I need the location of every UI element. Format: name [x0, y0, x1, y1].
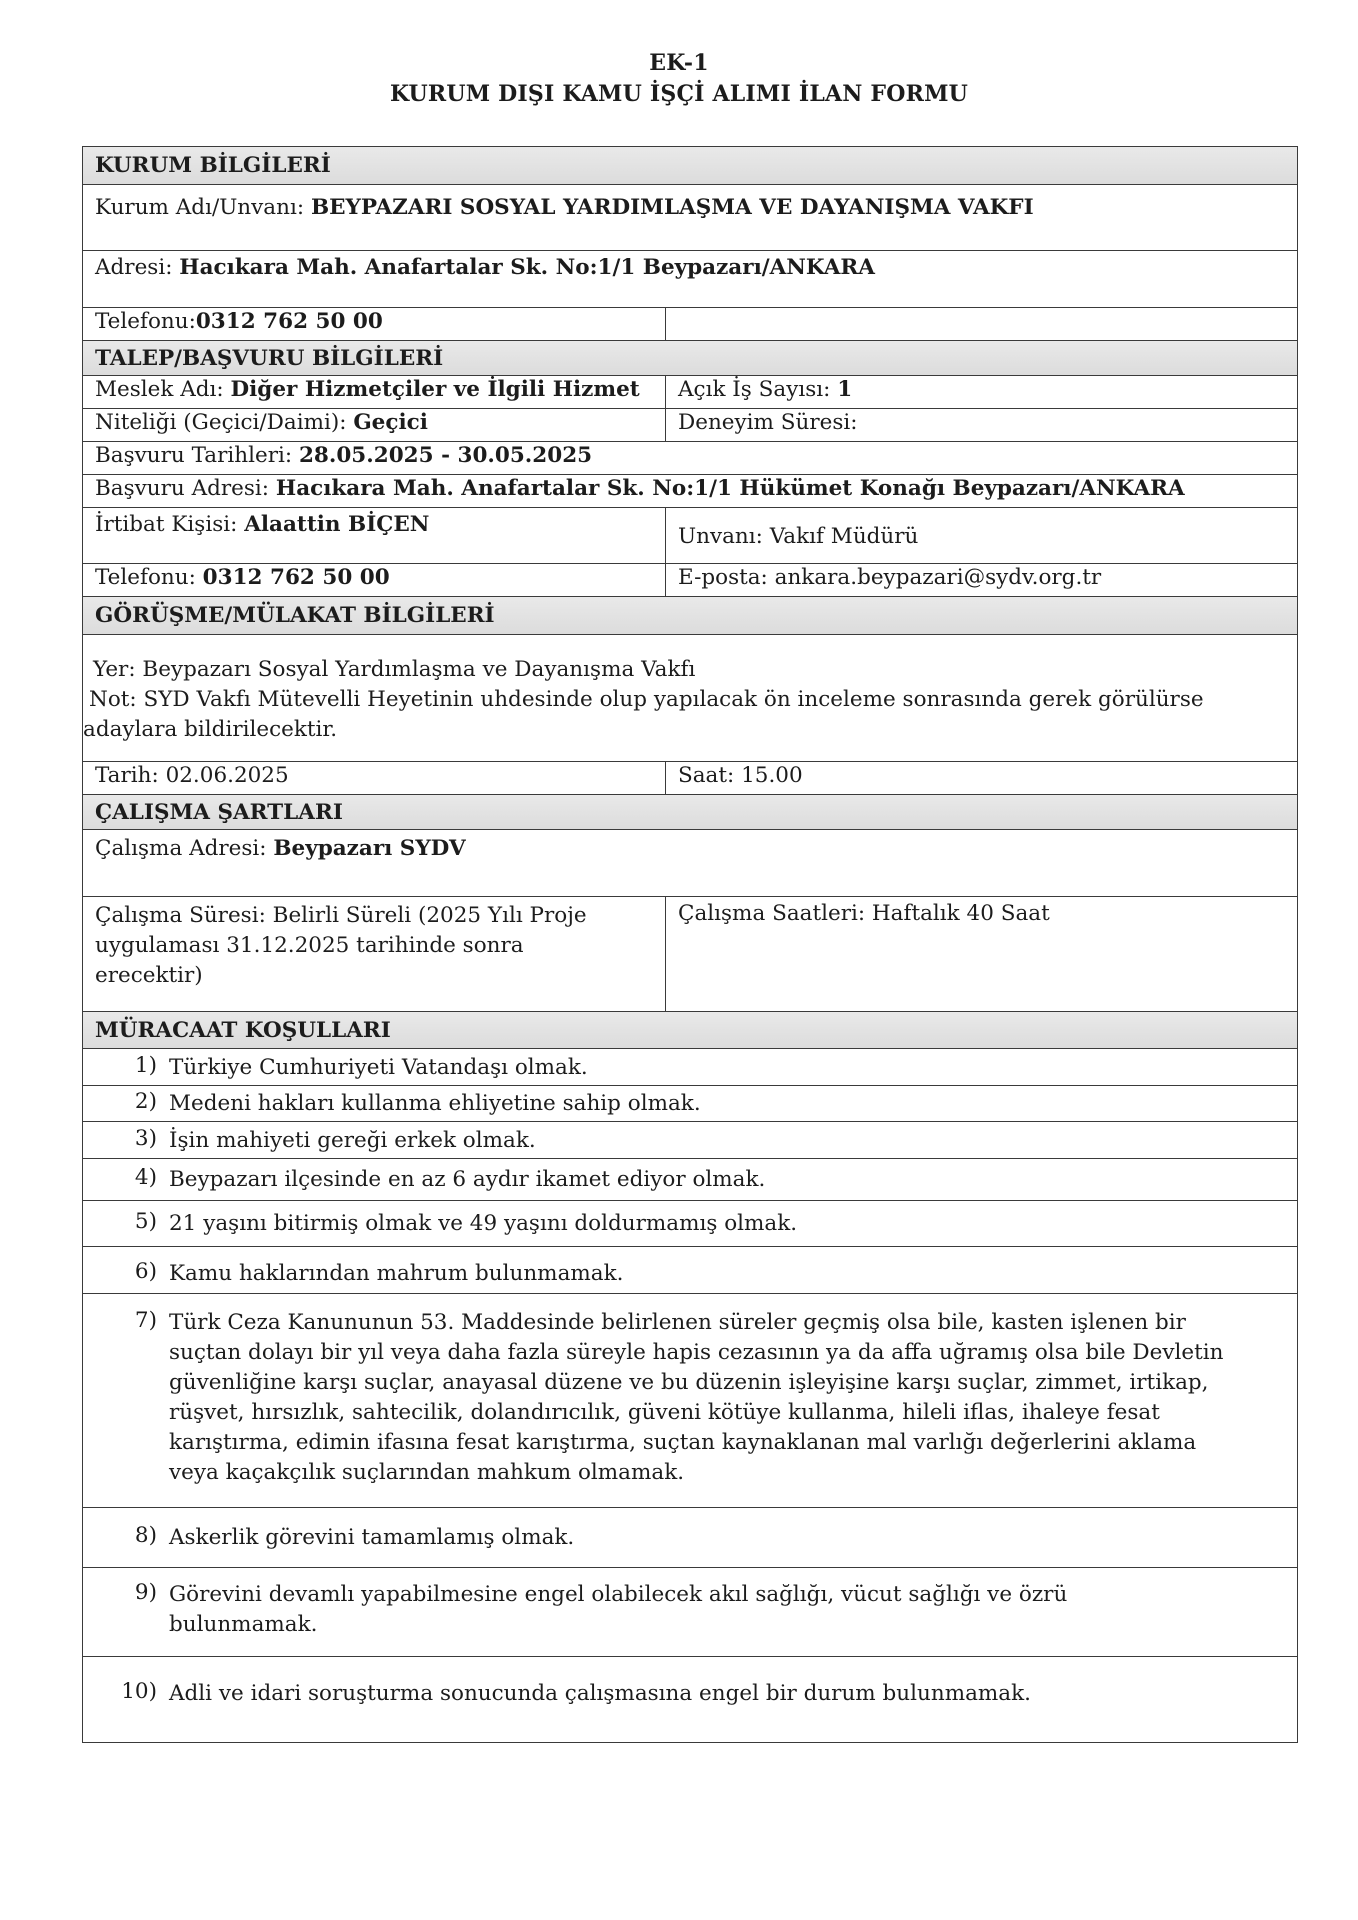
condition-text: Adli ve idari soruşturma sonucunda çalışmasına engel bir durum bulunmamak. — [169, 1681, 1031, 1706]
condition-item — [83, 1122, 1297, 1159]
work-duration-cont: erecektir) — [95, 963, 203, 988]
field-label: Adresi: — [95, 255, 180, 280]
field-label: Başvuru Adresi: — [95, 476, 276, 501]
condition-text: 21 yaşını bitirmiş olmak ve 49 yaşını doldurmamış olmak. — [169, 1211, 798, 1236]
condition-text: İşin mahiyeti gereği erkek olmak. — [169, 1128, 536, 1153]
condition-number: 5) — [134, 1209, 157, 1234]
condition-text: Askerlik görevini tamamlamış olmak. — [169, 1525, 575, 1550]
section-title: GÖRÜŞME/MÜLAKAT BİLGİLERİ — [95, 603, 495, 628]
telefon-eposta-row — [83, 564, 1297, 597]
institution-phone: 0312 762 50 00 — [195, 309, 383, 334]
document-header — [0, 48, 1358, 110]
section-gorusme — [83, 597, 1297, 635]
condition-line: veya kaçakçılık suçlarından mahkum olmamak. — [169, 1460, 685, 1485]
field-label: Meslek Adı: — [95, 377, 231, 402]
section-calisma — [83, 795, 1297, 830]
condition-item — [83, 1294, 1297, 1508]
condition-text — [169, 1580, 1067, 1640]
irtibat-row — [83, 508, 1297, 564]
condition-item — [83, 1049, 1297, 1086]
section-title: ÇALIŞMA ŞARTLARI — [95, 799, 343, 825]
section-title: TALEP/BAŞVURU BİLGİLERİ — [95, 345, 444, 371]
condition-text — [169, 1308, 1224, 1488]
gorusme-tarih-row — [83, 762, 1297, 795]
basvuru-tarih-row — [83, 442, 1297, 475]
interview-date: Tarih: 02.06.2025 — [95, 763, 289, 788]
condition-number: 8) — [134, 1523, 157, 1548]
work-duration-cont: uygulaması 31.12.2025 tarihinde sonra — [95, 933, 524, 958]
field-label: Niteliği (Geçici/Daimi): — [95, 410, 354, 435]
condition-item — [83, 1159, 1297, 1201]
field-label: Telefonu: — [95, 309, 196, 334]
form-title: KURUM DIŞI KAMU İŞÇİ ALIMI İLAN FORMU — [389, 81, 969, 107]
kurum-phone-row — [83, 308, 1297, 341]
calisma-sure-row — [83, 897, 1297, 1012]
condition-line: rüşvet, hırsızlık, sahtecilik, dolandırıcılık, güveni kötüye kullanma, hileli iflas, ihaleye fesat — [169, 1400, 1160, 1425]
contact-title: Unvanı: Vakıf Müdürü — [678, 524, 919, 549]
section-title: KURUM BİLGİLERİ — [95, 153, 331, 178]
field-label: Çalışma Adresi: — [95, 836, 274, 861]
kurum-name-row — [83, 185, 1297, 251]
condition-line: güvenliğine karşı suçlar, anayasal düzene ve bu düzenin işleyişine karşı suçlar, zimmet, irtikap, — [169, 1370, 1209, 1395]
condition-item — [83, 1657, 1297, 1742]
condition-number: 7) — [134, 1308, 157, 1333]
work-duration: Çalışma Süresi: Belirli Süreli (2025 Yılı Proje — [95, 903, 587, 928]
condition-text: Beypazarı ilçesinde en az 6 aydır ikamet ediyor olmak. — [169, 1167, 766, 1192]
section-title: MÜRACAAT KOŞULLARI — [95, 1017, 391, 1043]
announcement-form — [82, 146, 1298, 1743]
section-kurum — [83, 147, 1297, 185]
interview-note-cont: adaylara bildirilecektir. — [83, 717, 338, 742]
condition-number: 4) — [134, 1165, 157, 1190]
interview-time: Saat: 15.00 — [678, 763, 803, 788]
condition-line: suçtan dolayı bir yıl veya daha fazla süreyle hapis cezasının ya da affa uğramış olsa bile Devletin — [169, 1340, 1224, 1365]
institution-name: BEYPAZARI SOSYAL YARDIMLAŞMA VE DAYANIŞMA VAKFI — [310, 195, 1034, 220]
field-label: Kurum Adı/Unvanı: — [95, 195, 311, 220]
contact-phone: 0312 762 50 00 — [202, 565, 390, 590]
condition-number: 2) — [134, 1089, 157, 1114]
occupation-name: Diğer Hizmetçiler ve İlgili Hizmet — [230, 377, 640, 402]
annex-label: EK-1 — [649, 50, 709, 76]
field-label: Açık İş Sayısı: — [678, 377, 838, 402]
condition-text: Türkiye Cumhuriyeti Vatandaşı olmak. — [169, 1055, 588, 1080]
open-positions-count: 1 — [837, 377, 853, 402]
condition-item — [83, 1201, 1297, 1247]
condition-text: Kamu haklarından mahrum bulunmamak. — [169, 1261, 624, 1286]
basvuru-adres-row — [83, 475, 1297, 508]
contact-email: E-posta: ankara.beypazari@sydv.org.tr — [678, 565, 1102, 590]
field-label: İrtibat Kişisi: — [95, 512, 245, 537]
section-talep — [83, 341, 1297, 376]
condition-number: 10) — [121, 1679, 157, 1704]
kurum-address-row — [83, 251, 1297, 308]
condition-item — [83, 1568, 1297, 1657]
application-address: Hacıkara Mah. Anafartalar Sk. No:1/1 Hükümet Konağı Beypazarı/ANKARA — [275, 476, 1185, 501]
work-address: Beypazarı SYDV — [273, 836, 466, 861]
condition-line: karıştırma, edimin ifasına fesat karıştırma, suçtan kaynaklanan mal varlığı değerlerini aklama — [169, 1430, 1197, 1455]
condition-item — [83, 1508, 1297, 1568]
condition-number: 9) — [134, 1580, 157, 1605]
field-label: Telefonu: — [95, 565, 203, 590]
condition-line: Görevini devamlı yapabilmesine engel olabilecek akıl sağlığı, vücut sağlığı ve özrü — [169, 1582, 1068, 1607]
gorusme-yer-row — [83, 635, 1297, 762]
condition-number: 3) — [134, 1126, 157, 1151]
calisma-adres-row — [83, 830, 1297, 897]
experience-label: Deneyim Süresi: — [678, 410, 858, 435]
section-muracaat — [83, 1012, 1297, 1049]
employment-type: Geçici — [353, 410, 428, 435]
empty-cell — [666, 308, 1297, 340]
meslek-row — [83, 376, 1297, 409]
interview-note: Not: SYD Vakfı Mütevelli Heyetinin uhdesinde olup yapılacak ön inceleme sonrasında gerek görülürse — [89, 687, 1204, 712]
interview-place: Yer: Beypazarı Sosyal Yardımlaşma ve Dayanışma Vakfı — [93, 657, 696, 682]
field-label: Başvuru Tarihleri: — [95, 443, 299, 468]
condition-line: bulunmamak. — [169, 1612, 318, 1637]
condition-item — [83, 1247, 1297, 1294]
nitelik-row — [83, 409, 1297, 442]
work-hours: Çalışma Saatleri: Haftalık 40 Saat — [678, 901, 1050, 926]
condition-text: Medeni hakları kullanma ehliyetine sahip olmak. — [169, 1091, 701, 1116]
condition-line: Türk Ceza Kanununun 53. Maddesinde belirlenen süreler geçmiş olsa bile, kasten işlenen bir — [169, 1310, 1186, 1335]
institution-address: Hacıkara Mah. Anafartalar Sk. No:1/1 Beypazarı/ANKARA — [179, 255, 875, 280]
application-dates: 28.05.2025 - 30.05.2025 — [298, 443, 593, 468]
condition-item — [83, 1086, 1297, 1122]
contact-person: Alaattin BİÇEN — [244, 512, 430, 537]
condition-number: 6) — [134, 1259, 157, 1284]
condition-number: 1) — [134, 1053, 157, 1078]
